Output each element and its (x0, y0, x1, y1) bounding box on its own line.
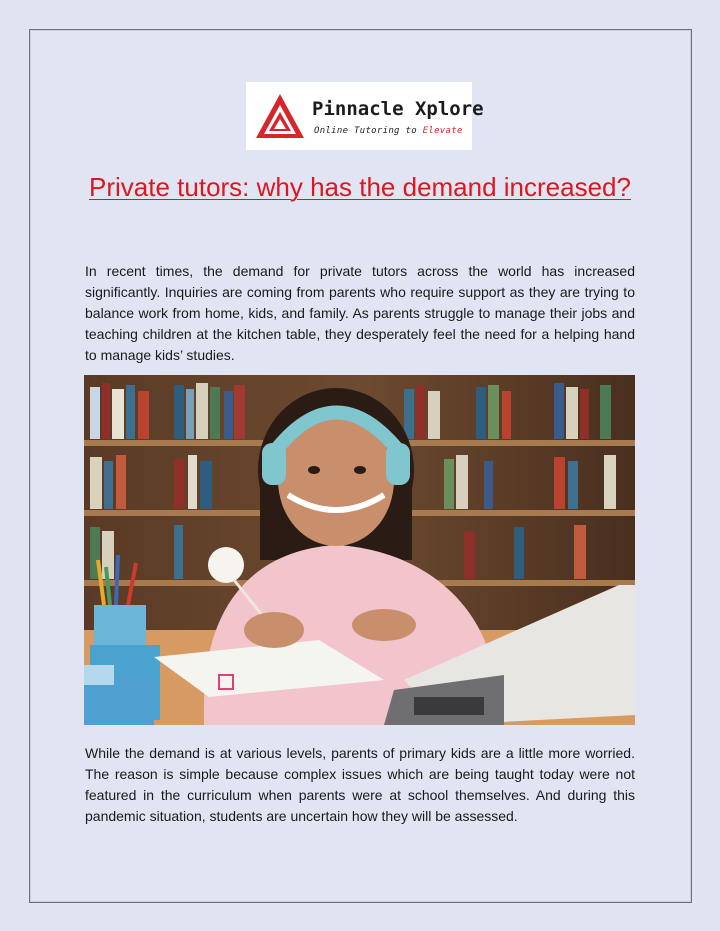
logo (246, 82, 484, 150)
logo-name: Pinnacle Xplore (312, 98, 484, 120)
logo-tagline-accent: Elevate (422, 126, 463, 136)
pinnacle-logo-icon (254, 92, 306, 142)
paragraph-demand: While the demand is at various levels, parents of primary kids are a little more worried. The reason is simple because complex issues which are being taught today were not featured in the curriculum when parents were at school themselves. And during this pandemic situation, students are uncertain how they will be assessed. (85, 745, 635, 824)
paragraph-intro: In recent times, the demand for private tutors across the world has increased significantly. Inquiries are coming from parents who require support as they are trying to balance work from home, kids, and family. As parents struggle to manage their jobs and teaching children at the kitchen table, they desperately feel the need for a helping hand to manage kids’ studies. (85, 263, 635, 363)
girl-studying-photo (84, 375, 635, 725)
logo-tagline-prefix: Online Tutoring to (314, 126, 417, 136)
logo-tagline (314, 126, 463, 136)
article-title: Private tutors: why has the demand increased? (89, 172, 631, 202)
